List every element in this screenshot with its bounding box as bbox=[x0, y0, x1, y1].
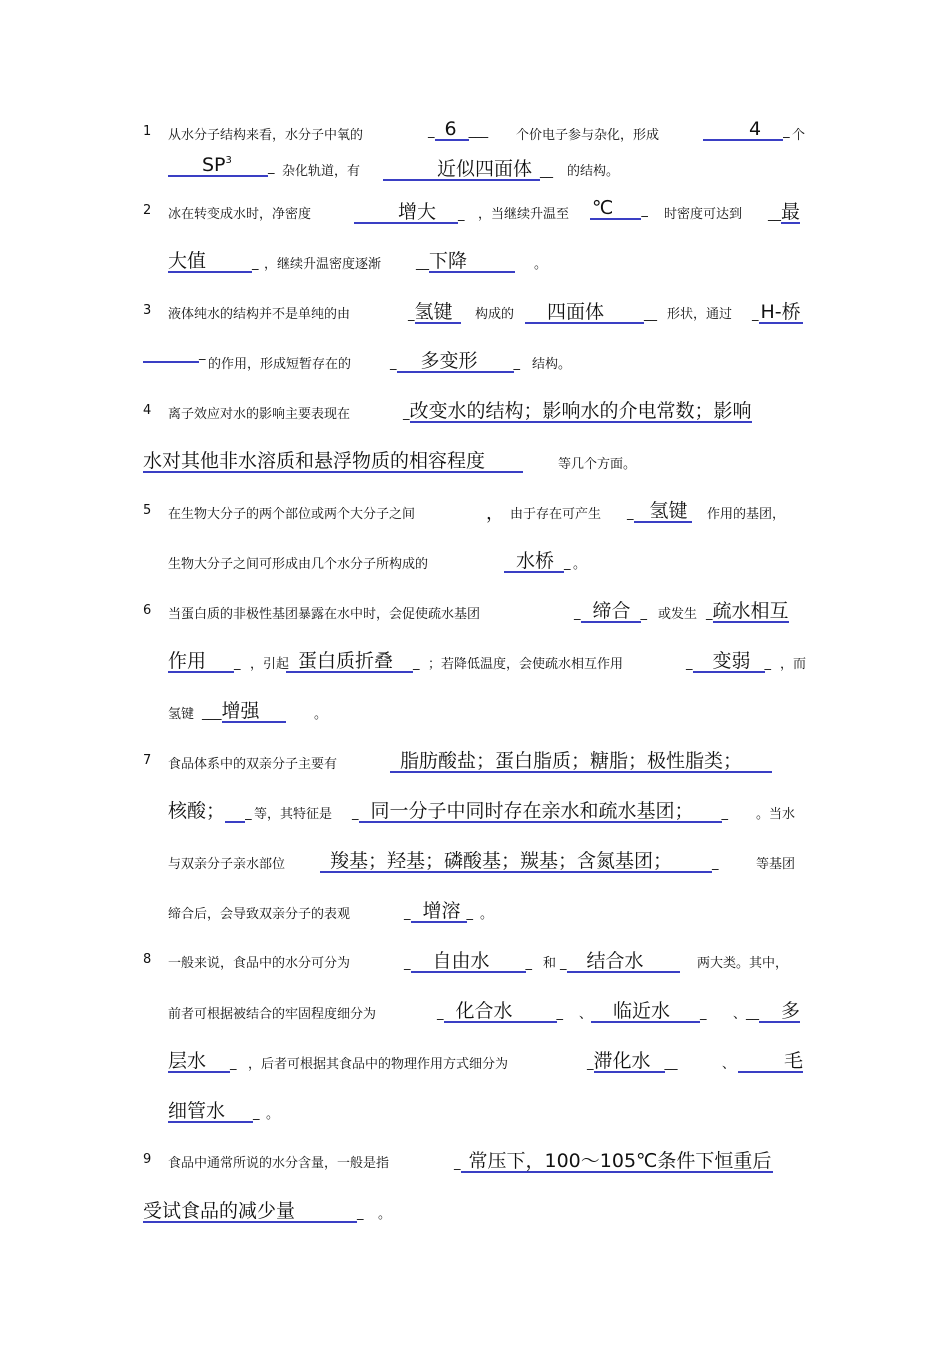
answer-text: 受试食品的减少量 bbox=[143, 1200, 296, 1222]
question-number: 3 bbox=[143, 303, 152, 318]
answer-blank: 4 _ bbox=[703, 118, 790, 140]
question-text: 液体纯水的结构并不是单纯的由 bbox=[168, 307, 351, 322]
answer-text: 改变水的结构；影响水的介电常数；影响 bbox=[409, 400, 752, 422]
answer-blank-continued: _ bbox=[143, 346, 206, 361]
answer-blank: _ 自由水 _ bbox=[404, 950, 533, 972]
answer-blank: _ 结合水 bbox=[560, 946, 680, 973]
question-text: 的结构。 bbox=[567, 164, 620, 179]
question-text: 、 bbox=[733, 1007, 747, 1022]
question-text: 。 bbox=[480, 907, 494, 922]
question-text: ，引起 bbox=[250, 657, 290, 672]
answer-blank: 羧基；羟基；磷酸基；羰基；含氮基团； _ bbox=[320, 846, 719, 873]
question-text: 形状，通过 bbox=[667, 307, 733, 322]
question-text: 两大类。其中， bbox=[697, 956, 789, 971]
question-text: 前者可根据被结合的牢固程度细分为 bbox=[168, 1007, 377, 1022]
question-text: ，继续升温密度逐渐 bbox=[264, 257, 382, 272]
answer-text: 水对其他非水溶质和悬浮物质的相容程度 bbox=[143, 450, 486, 472]
answer-text: 大值 bbox=[168, 250, 207, 272]
question-text: 食品中通常所说的水分含量，一般是指 bbox=[168, 1156, 390, 1171]
answer-blank: _ 化合水 _ bbox=[437, 1000, 564, 1022]
answer-blank: __最 bbox=[768, 201, 801, 223]
question-text: 食品体系中的双亲分子主要有 bbox=[168, 757, 338, 772]
answer-text: 同一分子中同时存在亲水和疏水基团； bbox=[370, 800, 694, 822]
answer-text: 临近水 bbox=[613, 1000, 671, 1022]
answer-text: 自由水 bbox=[432, 950, 490, 972]
question-text: 在生物大分子的两个部位或两个大分子之间 bbox=[168, 507, 416, 522]
question-number: 1 bbox=[143, 124, 152, 139]
answer-blank: 增大 _ bbox=[354, 197, 465, 224]
answer-text: 层水 bbox=[168, 1050, 207, 1072]
question-text: ，后者可根据其食品中的物理作用方式细分为 bbox=[248, 1057, 509, 1072]
question-text: 由于存在可产生 bbox=[510, 507, 602, 522]
answer-text: 增大 bbox=[398, 201, 437, 223]
answer-text: 6 bbox=[444, 118, 457, 140]
answer-text: 疏水相互 bbox=[712, 600, 789, 622]
answer-text: 多 bbox=[781, 1000, 801, 1022]
answer-text: 最 bbox=[781, 201, 801, 223]
question-text: 缔合后，会导致双亲分子的表观 bbox=[168, 907, 351, 922]
question-number: 4 bbox=[143, 403, 152, 418]
answer-blank bbox=[738, 1046, 803, 1073]
question-punctuation: ， bbox=[486, 503, 504, 524]
answer-blank: __下降 bbox=[416, 246, 515, 273]
answer-blank: 临近水 _ bbox=[591, 996, 707, 1023]
answer-text: SP bbox=[202, 154, 226, 176]
answer-blank bbox=[390, 746, 772, 773]
answer-blank: 大值 _ bbox=[168, 250, 259, 272]
answer-blank-continued: 细管水 _ bbox=[168, 1100, 260, 1122]
answer-blank: ℃ _ bbox=[592, 197, 648, 219]
answer-blank: ___增强 bbox=[202, 696, 286, 723]
question-text: 构成的 bbox=[475, 307, 515, 322]
answer-text: 滞化水 bbox=[593, 1050, 651, 1072]
answer-text: 毛 bbox=[784, 1050, 804, 1072]
answer-text: 结合水 bbox=[586, 950, 644, 972]
question-text: ，而 bbox=[780, 657, 807, 672]
answer-text: 氢键 bbox=[649, 500, 688, 522]
answer-text: 细管水 bbox=[168, 1100, 226, 1122]
answer-blank-continued: 作用 _ bbox=[168, 650, 241, 672]
answer-text: 4 bbox=[749, 118, 762, 140]
answer-text: 变弱 bbox=[712, 650, 751, 672]
answer-text: 多变形 bbox=[420, 350, 478, 372]
answer-text: 脂肪酸盐；蛋白脂质；糖脂；极性脂类； bbox=[400, 750, 743, 772]
answer-blank: 水桥 _ bbox=[504, 546, 571, 573]
question-number: 6 bbox=[143, 603, 152, 618]
question-text: ；若降低温度，会使疏水相互作用 bbox=[428, 657, 624, 672]
answer-blank: _疏水相互 bbox=[706, 600, 789, 622]
answer-blank-continued bbox=[143, 446, 523, 473]
answer-blank: 蛋白质折叠 _ bbox=[286, 646, 420, 673]
answer-blank: _氢键 bbox=[408, 297, 461, 324]
answer-text: 核酸； bbox=[168, 800, 226, 822]
answer-blank: _ 氢键 bbox=[627, 496, 692, 523]
answer-blank: _ 增溶 _ bbox=[404, 900, 474, 922]
question-number: 7 bbox=[143, 753, 152, 768]
question-text: 。 bbox=[534, 257, 548, 272]
answer-blank-continued: 层水 _ bbox=[168, 1050, 237, 1072]
answer-blank: _滞化水 __ bbox=[587, 1050, 678, 1072]
answer-blank: 四面体 __ bbox=[525, 297, 657, 324]
question-text: 时密度可达到 bbox=[664, 207, 743, 222]
answer-text: H-桥 bbox=[760, 301, 801, 323]
answer-text: 增溶 bbox=[422, 900, 461, 922]
answer-text: 化合水 bbox=[455, 1000, 513, 1022]
answer-text: 缔合 bbox=[592, 600, 631, 622]
question-text: 离子效应对水的影响主要表现在 bbox=[168, 407, 351, 422]
answer-blank: _ 常压下，100～105℃条件下恒重后 bbox=[454, 1150, 772, 1172]
question-text: 。 bbox=[378, 1207, 392, 1222]
question-text: 的作用，形成短暂存在的 bbox=[208, 357, 352, 372]
question-text: 。当水 bbox=[756, 807, 796, 822]
question-text: 。 bbox=[573, 557, 587, 572]
answer-blank: _ 变弱 _ bbox=[686, 650, 772, 672]
answer-blank: _改变水的结构；影响水的介电常数；影响 bbox=[403, 400, 752, 422]
answer-text: 蛋白质折叠 bbox=[298, 650, 394, 672]
question-text: 生物大分子之间可形成由几个水分子所构成的 bbox=[168, 557, 429, 572]
question-text: 作用的基团， bbox=[707, 507, 786, 522]
question-text: 、 bbox=[722, 1057, 736, 1072]
question-text: ，当继续升温至 bbox=[478, 207, 570, 222]
answer-text: 增强 bbox=[221, 700, 260, 722]
question-text: 杂化轨道，有 bbox=[282, 164, 361, 179]
question-text: 个价电子参与杂化，形成 bbox=[516, 128, 660, 143]
answer-text: 水桥 bbox=[516, 550, 555, 572]
question-text: 从水分子结构来看，水分子中氧的 bbox=[168, 128, 364, 143]
question-text: 与双亲分子亲水部位 bbox=[168, 857, 286, 872]
answer-text: 四面体 bbox=[547, 301, 605, 323]
answer-blank: 近似四面体 __ bbox=[383, 154, 553, 181]
answer-blank: _ 缔合 _ bbox=[574, 600, 648, 622]
answer-text: 常压下，100～105℃条件下恒重后 bbox=[468, 1150, 772, 1172]
question-text: 或发生 bbox=[658, 607, 698, 622]
answer-text: 氢键 bbox=[414, 301, 453, 323]
answer-blank: _ 多变形 _ bbox=[390, 350, 521, 372]
answer-text: 近似四面体 bbox=[437, 158, 533, 180]
answer-blank: $SP^3$ _ bbox=[168, 154, 275, 176]
answer-blank: __ 多 bbox=[746, 1000, 801, 1022]
question-text: 和 bbox=[543, 956, 557, 971]
question-text: 等基团 bbox=[756, 857, 796, 872]
question-text: 。 bbox=[266, 1107, 280, 1122]
question-text: 、 bbox=[579, 1007, 593, 1022]
answer-blank: _ H-桥 bbox=[752, 301, 801, 323]
question-text: 结构。 bbox=[532, 357, 572, 372]
question-text: 氢键 bbox=[168, 707, 195, 722]
answer-text: 下降 bbox=[429, 250, 468, 272]
question-text: 。 bbox=[314, 707, 328, 722]
question-number: 5 bbox=[143, 503, 152, 518]
answer-blank-continued: 核酸； _ bbox=[168, 800, 252, 822]
question-text: 等几个方面。 bbox=[558, 457, 637, 472]
answer-blank: _ 6 ___ bbox=[428, 118, 489, 140]
question-number: 2 bbox=[143, 203, 152, 218]
answer-blank: _ 同一分子中同时存在亲水和疏水基团； _ bbox=[352, 800, 729, 822]
answer-text: 羧基；羟基；磷酸基；羰基；含氮基团； bbox=[330, 850, 673, 872]
answer-blank-continued: 受试食品的减少量 _ bbox=[143, 1200, 364, 1222]
answer-superscript: 3 bbox=[225, 154, 232, 166]
question-number: 9 bbox=[143, 1152, 152, 1167]
question-text: 当蛋白质的非极性基团暴露在水中时，会促使疏水基团 bbox=[168, 607, 481, 622]
question-number: 8 bbox=[143, 952, 152, 967]
question-text: 等，其特征是 bbox=[254, 807, 333, 822]
question-text: 冰在转变成水时，净密度 bbox=[168, 207, 312, 222]
answer-text: ℃ bbox=[592, 197, 614, 219]
question-text: 个 bbox=[792, 128, 806, 143]
question-text: 一般来说，食品中的水分可分为 bbox=[168, 956, 351, 971]
answer-text: 作用 bbox=[168, 650, 207, 672]
